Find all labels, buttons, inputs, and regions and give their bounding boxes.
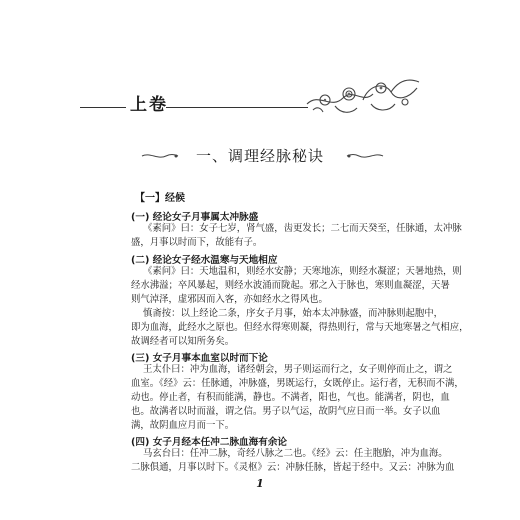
text-line: 经水沸溢；卒风暴起，则经水波涌而陇起。邪之入于脉也，寒则血凝涩，天暑 bbox=[131, 280, 450, 291]
subsection-body bbox=[131, 363, 464, 433]
text-line: 二脉俱通，月事以时下。《灵枢》云：冲脉任脉，皆起于经中。又云：冲脉为血 bbox=[131, 462, 455, 473]
subsection-body bbox=[131, 222, 462, 250]
text-line: 王太仆曰：冲为血海，诸经朝会，男子则运而行之，女子则停而止之，谓之 bbox=[143, 364, 453, 375]
text-line: 慎斋按：以上经论二条，序女子月事，始本太冲脉盛，而冲脉则起胞中， bbox=[143, 308, 444, 319]
chapter-heading bbox=[0, 145, 520, 166]
volume-rule-right bbox=[166, 107, 308, 108]
chapter-flourish-right-icon bbox=[345, 151, 385, 161]
section-label: 【一】经候 bbox=[135, 193, 185, 204]
text-line: 也。故满者以时而溢，谓之信。男子以气运，故阴气应日而一举。女子以血 bbox=[131, 406, 441, 417]
text-line: 马玄台曰：任冲二脉，奇经八脉之二也。《经》云：任主胞胎，冲为血海。 bbox=[143, 448, 448, 459]
page-number: 1 bbox=[256, 477, 264, 490]
text-line: 盛，月事以时而下，故能有子。 bbox=[131, 237, 263, 248]
subsection-heading: (四) 女子月经本任冲二脉血海有余论 bbox=[131, 437, 288, 448]
text-line: 动也。停止者，有积而能满，静也。不满者，阳也，气也。能满者，阴也，血 bbox=[131, 392, 450, 403]
text-line: 《素问》曰：女子七岁，肾气盛，齿更发长；二七而天癸至，任脉通，太冲脉 bbox=[143, 223, 462, 234]
volume-rule-left bbox=[80, 107, 126, 108]
text-line: 血室。《经》云：任脉通，冲脉盛，男既运行，女既停止。运行者，无积而不满， bbox=[131, 378, 464, 389]
text-line: 则气淖泽，虚邪因而入客，亦如经水之得风也。 bbox=[131, 294, 328, 305]
volume-title: 上卷 bbox=[130, 95, 168, 115]
subsection-heading: (二) 经论女子经水温寒与天地相应 bbox=[131, 255, 278, 266]
subsection-body bbox=[131, 265, 469, 349]
text-line: 满，故阴血应月而一下。 bbox=[131, 420, 235, 431]
text-line: 即为血海，此经水之原也。但经水得寒则凝，得热则行，常与天地寒暑之气相应， bbox=[131, 322, 469, 333]
chapter-title: 一、调理经脉秘诀 bbox=[195, 147, 324, 165]
subsection-heading: (三) 女子月事本血室以时而下论 bbox=[131, 353, 268, 364]
subsection-heading: (一) 经论女子月事属太冲脉盛 bbox=[131, 212, 259, 223]
text-line: 《素问》曰：天地温和，则经水安静；天寒地冻，则经水凝涩；天暑地热，则 bbox=[143, 266, 462, 277]
text-line: 故调经者可以知所务矣。 bbox=[131, 336, 235, 347]
floral-ornament-icon bbox=[305, 74, 425, 118]
subsection-body bbox=[131, 447, 455, 475]
